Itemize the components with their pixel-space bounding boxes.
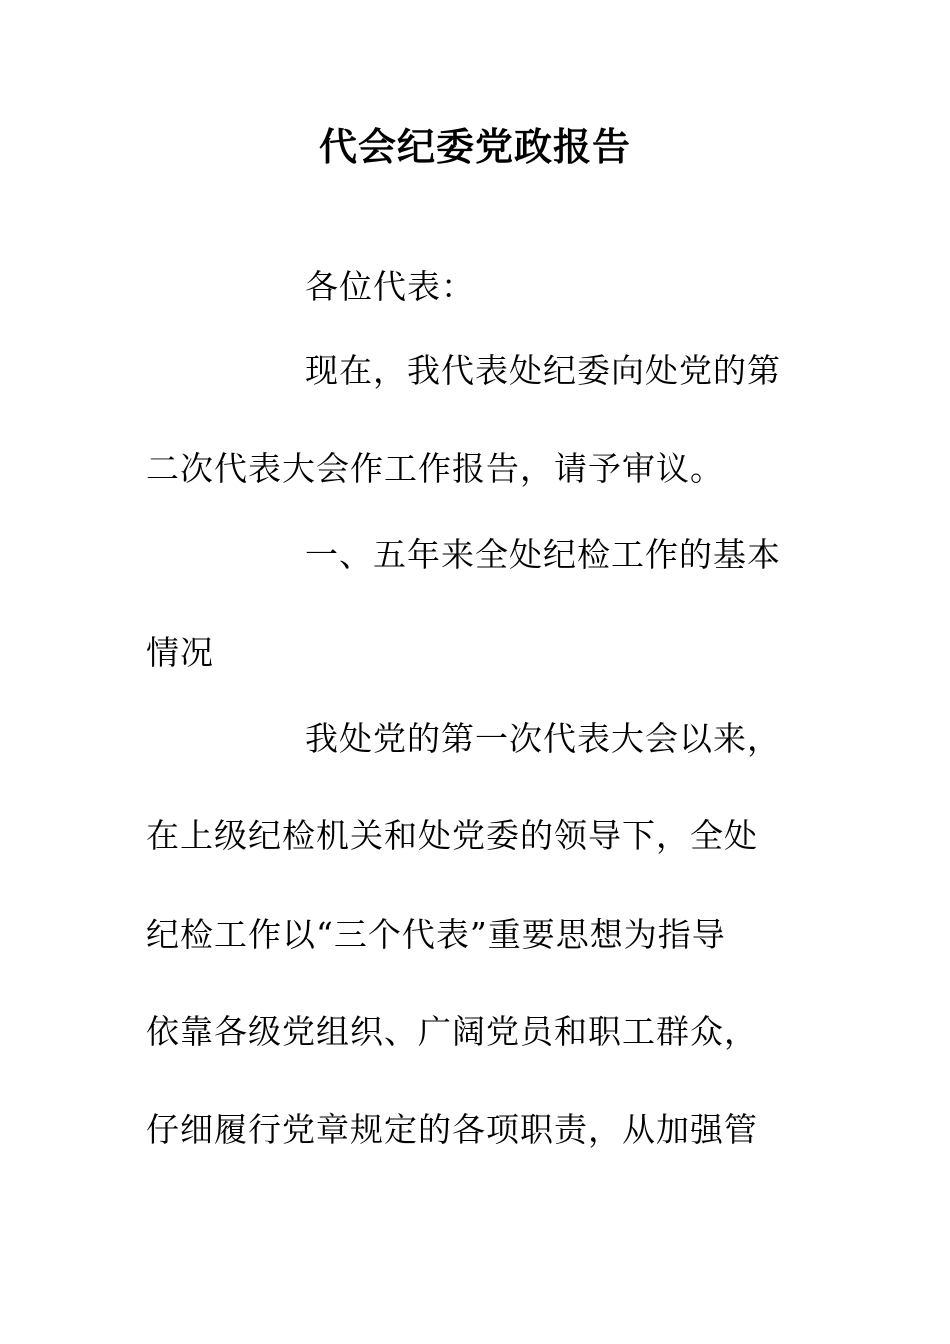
section-heading-line: 一、五年来全处纪检工作的基本 bbox=[305, 535, 781, 574]
paragraph-line: 纪检工作以“三个代表”重要思想为指导 bbox=[146, 915, 726, 954]
paragraph-line: 我处党的第一次代表大会以来， bbox=[305, 719, 781, 758]
paragraph-line: 仔细履行党章规定的各项职责，从加强管 bbox=[146, 1110, 758, 1149]
paragraph-line: 现在，我代表处纪委向处党的第 bbox=[305, 351, 781, 390]
paragraph-line: 二次代表大会作工作报告，请予审议。 bbox=[146, 449, 724, 488]
paragraph-line: 依靠各级党组织、广阔党员和职工群众， bbox=[146, 1012, 758, 1051]
paragraph-line: 在上级纪检机关和处党委的领导下，全处 bbox=[146, 816, 758, 855]
salutation: 各位代表： bbox=[305, 267, 475, 306]
document-title: 代会纪委党政报告 bbox=[318, 125, 631, 169]
section-heading-line: 情况 bbox=[146, 633, 214, 672]
